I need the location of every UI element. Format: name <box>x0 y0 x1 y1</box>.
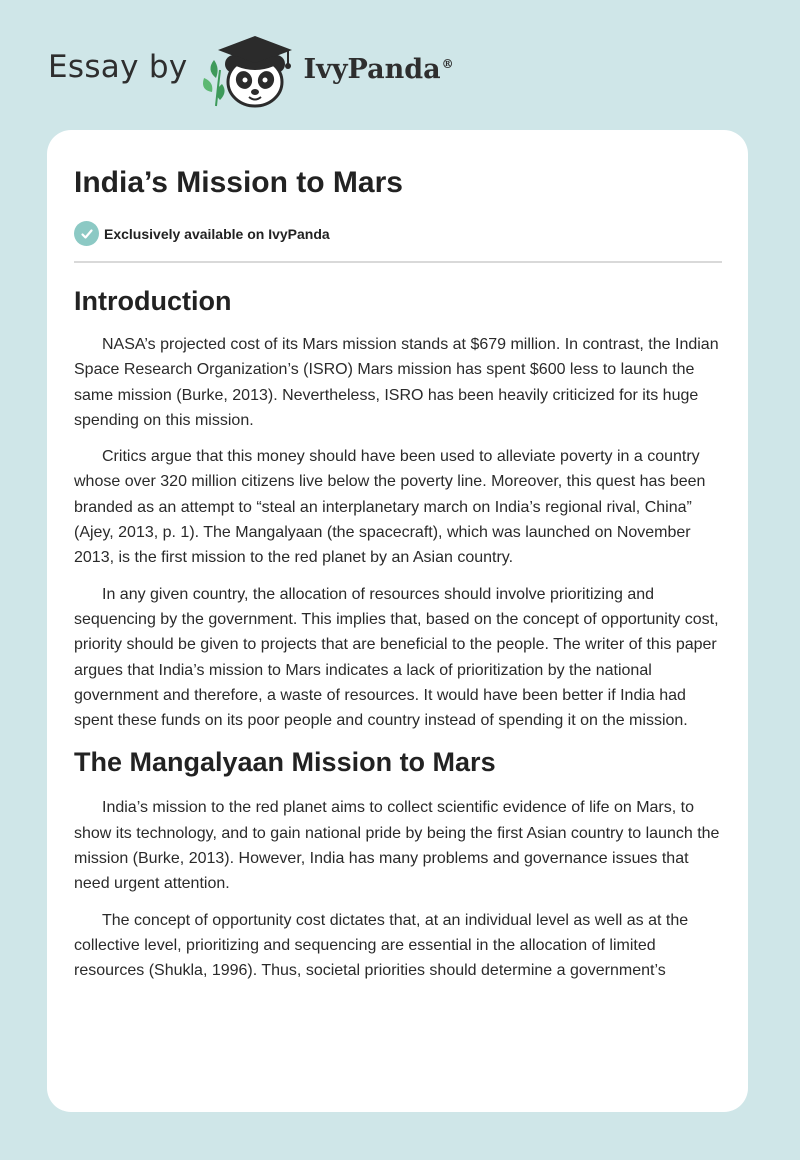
check-circle-icon <box>74 221 99 246</box>
panda-graduation-cap-icon[interactable] <box>202 30 300 110</box>
registered-mark: ® <box>441 56 454 71</box>
section-heading-introduction: Introduction <box>74 286 232 316</box>
paragraph: NASA’s projected cost of its Mars mission stands at $679 million. In contrast, the Indian Space Research Organization’s (ISRO) Mars mission has spent $600 less to launch the same mission (Burke, 2013). Nevertheless, ISRO has been heavily criticized for its huge spending on this mission. <box>74 336 719 429</box>
brand-label: IvyPanda <box>303 53 441 85</box>
page-title: India’s Mission to Mars <box>74 166 403 199</box>
paragraph: Critics argue that this money should have been used to alleviate poverty in a country whose over 320 million citizens live below the poverty line. Moreover, this quest has been branded as an attempt to “steal an interplanetary march on India’s regional rival, China” (Ajey, 2013, p. 1). The Mangalyaan (the spacecraft), which was launched on November 2013, is the first mission to the red planet by an Asian country. <box>74 448 706 567</box>
paragraph: The concept of opportunity cost dictates that, at an individual level as well as at the collective level, prioritizing and sequencing are essential in the allocation of limited resources (Shukla, 1996). Thus, societal priorities should determine a government’s <box>74 911 689 980</box>
paragraph: In any given country, the allocation of resources should involve prioritizing and sequencing by the government. This implies that, based on the concept of opportunity cost, priority should be given to projects that are beneficial to the people. The writer of this paper argues that India’s mission to Mars indicates a lack of prioritization by the national government and therefore, a waste of resources. It would have been better if India had spent these funds on its poor people and country instead of spending it on the mission. <box>74 585 719 730</box>
title-divider <box>74 261 722 263</box>
essay-card <box>47 130 748 1112</box>
brand-name[interactable] <box>304 54 454 85</box>
exclusive-badge-text: Exclusively available on IvyPanda <box>104 225 330 242</box>
paragraph: India’s mission to the red planet aims to collect scientific evidence of life on Mars, to show its technology, and to gain national pride by being the first Asian country to launch the mission (Burke, 2013). However, India has many problems and governance issues that need urgent attention. <box>74 799 720 893</box>
exclusive-badge <box>74 221 330 246</box>
site-header <box>48 30 454 110</box>
essay-by-label: Essay by <box>48 49 188 85</box>
essay-body <box>74 280 722 984</box>
section-heading-mangalyaan-mission: The Mangalyaan Mission to Mars <box>74 747 496 778</box>
